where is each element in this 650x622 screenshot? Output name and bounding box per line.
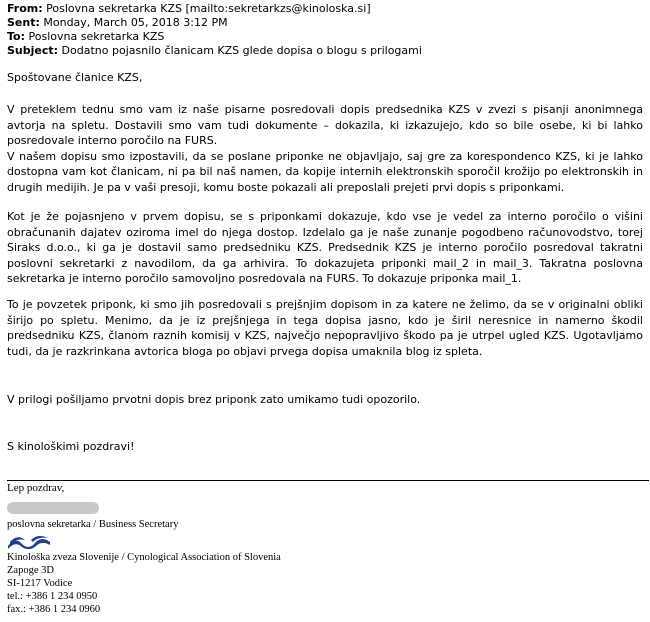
paragraph-1-block [7, 102, 643, 195]
city: SI-1217 Vodice [7, 578, 73, 589]
paragraph-2: Kot je že pojasnjeno v prvem dopisu, se s priponkami dokazuje, kdo vse je vedel za interno poročilo o višini obračunanih dajatev oziroma imel do njega dostop. Izdelalo ga je naše zunanje pogodbeno računovodstvo, torej Siraks d.o.o., ki ga je dostavil samo predsedniku KZS. Predsednik KZS je interno poročilo posredoval takratni poslovni sekretarki z navodilom, da ga arhivira. To dokazujeta priponki mail_2 in mail_3. Takratna poslovna sekretarka je interno poročilo samovoljno posredovala na FURS. To dokazuje priponka mail_1. [7, 210, 643, 285]
from-label: From: [7, 2, 43, 15]
role: poslovna sekretarka / Business Secretary [7, 519, 179, 530]
paragraph-4: V prilogi pošiljamo prvotni dopis brez priponk zato umikamo tudi opozorilo. [7, 393, 421, 406]
kzs-wave-logo-icon [7, 534, 51, 551]
sent-label: Sent: [7, 16, 40, 29]
email-header [7, 2, 647, 58]
organization: Kinološka zveza Slovenije / Cynological Association of Slovenia [7, 552, 281, 563]
subject-label: Subject: [7, 44, 59, 57]
telephone: tel.: +386 1 234 0950 [7, 591, 98, 602]
to-label: To: [7, 30, 25, 43]
paragraph-1: V preteklem tednu smo vam iz naše pisarne posredovali dopis predsednika KZS v zvezi s pisanji anonimnega avtorja na spletu. Dostavili smo vam tudi dokumente – dokazila, ki izkazujejo, kdo so bile osebe, ki bi lahko posredovale interno poročilo na FURS. [7, 103, 643, 147]
from-value: Poslovna sekretarka KZS [mailto:sekretarkzs@kinoloska.si] [46, 2, 371, 15]
signature-divider [7, 480, 649, 481]
redacted-name [7, 502, 99, 514]
sent-row [7, 16, 647, 30]
salutation: Lep pozdrav, [7, 482, 65, 494]
closing: S kinološkimi pozdravi! [7, 440, 135, 453]
to-value: Poslovna sekretarka KZS [28, 30, 165, 43]
paragraph-1b: V našem dopisu smo izpostavili, da se poslane priponke ne objavljajo, saj gre za korespondenco KZS, ki je lahko dostopna vam kot članicam, ni pa bil naš namen, da kopije internih elektronskih sporočil krožijo po elektronskih in drugih medijih. Je pa v vaši presoji, komu boste pokazali ali preposlali prejeti prvi dopis s priponkami. [7, 149, 643, 194]
fax: fax.: +386 1 234 0960 [7, 604, 101, 615]
subject-row [7, 44, 647, 58]
from-row [7, 2, 647, 16]
sent-value: Monday, March 05, 2018 3:12 PM [43, 16, 228, 29]
paragraph-3: To je povzetek priponk, ki smo jih posredovali s prejšnjim dopisom in za katere ne želimo, da se v originalni obliki širijo po spletu. Menimo, da je iz prejšnjega in tega dopisa jasno, kdo je širil neresnice in namerno škodil predsedniku KZS, članom raznih komisij v KZS, največjo nepopravljivo škodo pa je utrpel ugled KZS. Ugotavljamo tudi, da je razkrinkana avtorica bloga po objavi prvega dopisa umaknila blog iz spleta. [7, 298, 643, 358]
signature-block [7, 482, 407, 616]
greeting: Spoštovane članice KZS, [7, 71, 143, 84]
subject-value: Dodatno pojasnilo članicam KZS glede dopisa o blogu s prilogami [61, 44, 422, 57]
to-row [7, 30, 647, 44]
street: Zapoge 3D [7, 565, 54, 576]
